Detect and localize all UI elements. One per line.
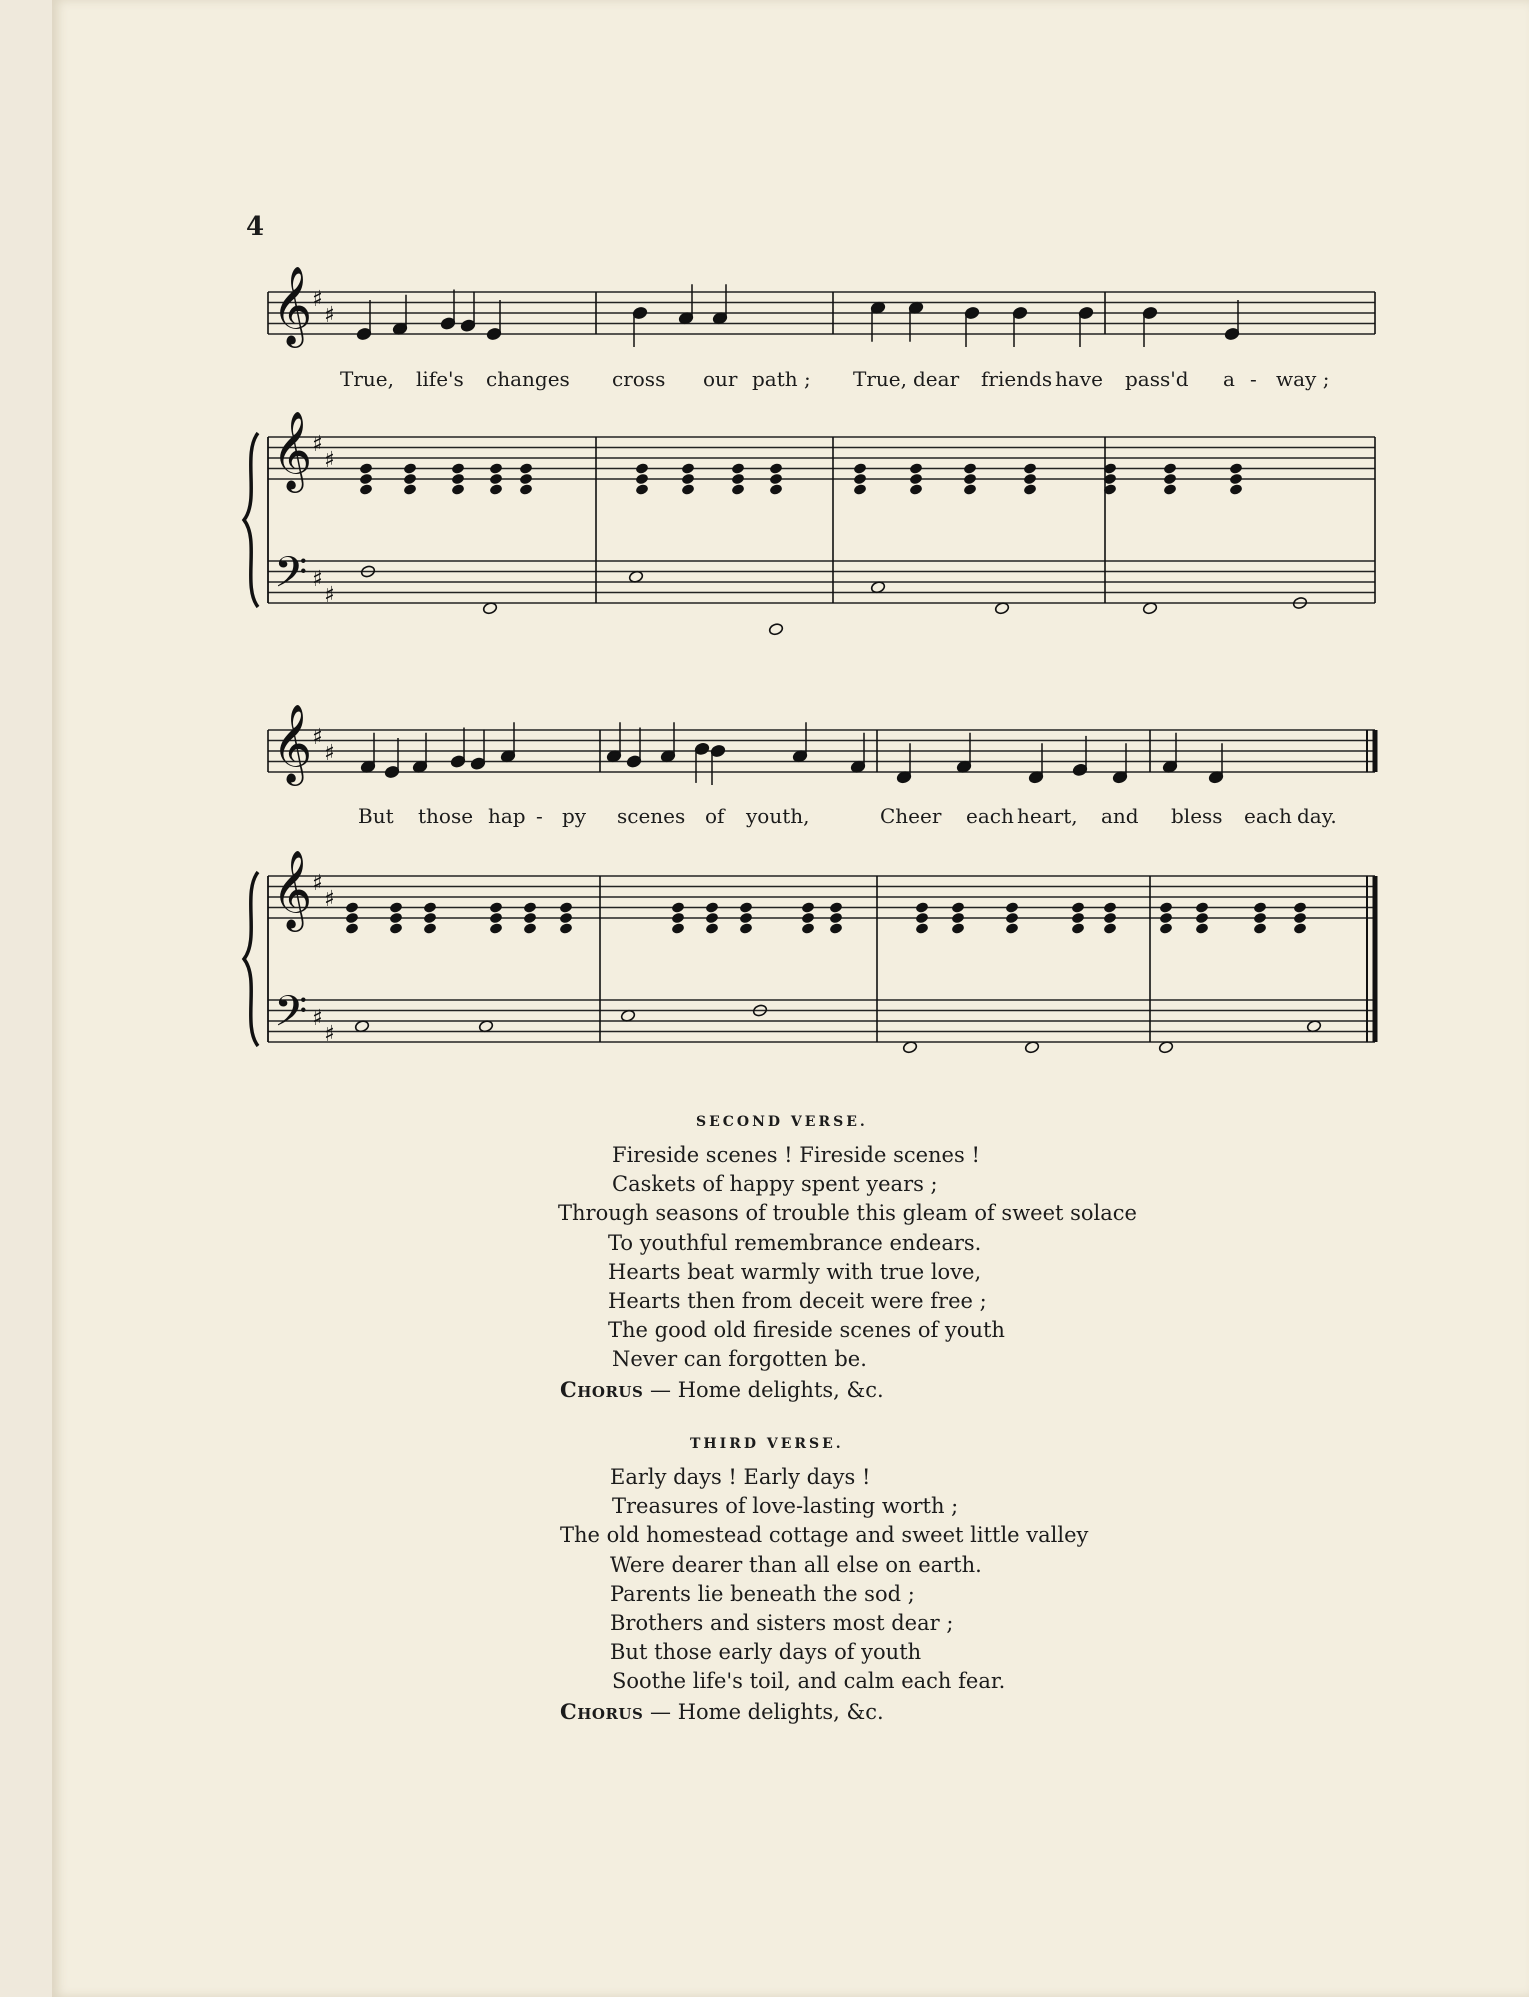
chord-note (915, 912, 929, 925)
chord (1229, 462, 1243, 496)
chord-note (1159, 901, 1173, 914)
chord-note (909, 462, 923, 475)
lyric-word: Cheer (880, 804, 942, 828)
chord (1103, 462, 1117, 496)
chord-note (1163, 483, 1177, 496)
chord-note (489, 901, 503, 914)
chord-note (853, 483, 867, 496)
chord (403, 462, 417, 496)
chord-note (1103, 901, 1117, 914)
chord-note (1293, 922, 1307, 935)
note (712, 284, 727, 325)
lyric-word: friends (981, 367, 1053, 391)
chord (909, 462, 923, 496)
chord-note (519, 462, 533, 475)
lyric-word: dear (913, 367, 960, 391)
chord-note (519, 483, 533, 496)
chord-note (1103, 922, 1117, 935)
chord-note (801, 922, 815, 935)
verse-line: Caskets of happy spent years ; (612, 1172, 938, 1197)
lyric-word: True, (853, 367, 907, 391)
chord (1163, 462, 1177, 496)
chord-note (731, 462, 745, 475)
note (392, 295, 407, 336)
chord-note (951, 901, 965, 914)
note (440, 290, 455, 331)
note (694, 742, 709, 783)
chord (635, 462, 649, 496)
note (1208, 743, 1223, 784)
verse-line: Never can forgotten be. (612, 1347, 867, 1372)
chord (1103, 901, 1117, 935)
chord-note (389, 912, 403, 925)
chord (681, 462, 695, 496)
lyric-word: heart, (1017, 804, 1078, 828)
note (356, 300, 371, 341)
chord (1159, 901, 1173, 935)
note (1224, 300, 1239, 341)
sharp-sign: ♯ (324, 1022, 335, 1047)
chord-note (451, 483, 465, 496)
sharp-sign: ♯ (312, 567, 323, 592)
lyric-word: each (966, 804, 1014, 828)
verse-line: Early days ! Early days ! (610, 1465, 871, 1489)
verse-heading: THIRD VERSE. (690, 1436, 844, 1452)
chorus-line (560, 1377, 884, 1402)
chord (853, 462, 867, 496)
note (486, 300, 501, 341)
chord-note (829, 912, 843, 925)
note (384, 738, 399, 779)
chord (559, 901, 573, 935)
lyric-word: changes (486, 367, 570, 391)
lyric-word: a (1223, 367, 1235, 391)
note (1012, 306, 1027, 347)
verse-line: Soothe life's toil, and calm each fear. (612, 1669, 1006, 1694)
chord-note (359, 483, 373, 496)
chord (519, 462, 533, 496)
chord-note (963, 483, 977, 496)
chord-note (1229, 462, 1243, 475)
chord-note (345, 922, 359, 935)
chord (1195, 901, 1209, 935)
verse-line: Brothers and sisters most dear ; (610, 1611, 954, 1635)
chord (345, 901, 359, 935)
chord-note (423, 922, 437, 935)
chord-note (739, 922, 753, 935)
piano-treble-staff (268, 437, 1375, 479)
chord-note (423, 912, 437, 925)
chord-note (739, 901, 753, 914)
verse-line: Were dearer than all else on earth. (610, 1552, 982, 1577)
piano-treble-staff (268, 876, 1375, 918)
verse-line: Parents lie beneath the sod ; (610, 1581, 915, 1606)
voice-staff (268, 292, 1375, 334)
chord (951, 901, 965, 935)
chorus-text: — Home delights, &c. (643, 1377, 884, 1402)
chord-note (1293, 901, 1307, 914)
note (896, 743, 911, 784)
lyric-word: cross (612, 367, 666, 391)
verse-line: Hearts beat warmly with true love, (608, 1259, 982, 1284)
lyric-word: youth, (746, 804, 810, 828)
chord-note (635, 462, 649, 475)
chord-note (559, 901, 573, 914)
note (1028, 743, 1043, 784)
chord-note (1071, 901, 1085, 914)
verse-line: Fireside scenes ! Fireside scenes ! (612, 1143, 980, 1167)
chord-note (1159, 912, 1173, 925)
chord-note (1005, 912, 1019, 925)
lyric-word: scenes (617, 804, 686, 828)
chord (489, 462, 503, 496)
verse-line: The old homestead cottage and sweet little valley (560, 1523, 1089, 1548)
note (626, 728, 641, 769)
chord-note (635, 483, 649, 496)
note (1142, 306, 1157, 347)
chord-note (1253, 912, 1267, 925)
chord-note (951, 912, 965, 925)
lyric-word: True, (340, 367, 394, 391)
chord-note (1103, 912, 1117, 925)
lyric-word: - (536, 804, 543, 828)
chord-note (681, 483, 695, 496)
chord-note (1163, 462, 1177, 475)
chord (423, 901, 437, 935)
note (1112, 743, 1127, 784)
lyric-word: of (705, 804, 725, 828)
lyric-word: But (358, 804, 394, 828)
verse-line: To youthful remembrance endears. (608, 1230, 982, 1255)
chord-note (423, 901, 437, 914)
page-number: 4 (246, 212, 265, 242)
lyric-word: life's (416, 367, 464, 391)
note (850, 733, 865, 774)
piano-bass-staff (268, 1000, 1375, 1042)
chord-note (489, 922, 503, 935)
chord-note (403, 462, 417, 475)
sharp-sign: ♯ (324, 448, 335, 473)
note (360, 733, 375, 774)
chord-note (681, 462, 695, 475)
chord-note (1253, 901, 1267, 914)
verse-line: Treasures of love-lasting worth ; (612, 1494, 959, 1519)
note (964, 306, 979, 347)
chord-note (489, 473, 503, 486)
chord-note (451, 473, 465, 486)
chord (731, 462, 745, 496)
treble-clef: 𝄞 (272, 266, 313, 345)
note (678, 284, 693, 325)
lyric-word: each (1244, 804, 1292, 828)
chorus-line (560, 1699, 884, 1724)
note (460, 292, 475, 333)
chord-note (1023, 462, 1037, 475)
lyric-word: bless (1171, 804, 1223, 828)
bass-clef: 𝄢 (274, 548, 308, 608)
chord (963, 462, 977, 496)
note (412, 733, 427, 774)
chord-note (671, 922, 685, 935)
chord-note (705, 922, 719, 935)
note (768, 623, 783, 636)
chord-note (1229, 473, 1243, 486)
sharp-sign: ♯ (312, 1006, 323, 1031)
chorus-label: Chorus (560, 1698, 644, 1724)
chord-note (1253, 922, 1267, 935)
chord (705, 901, 719, 935)
chord (451, 462, 465, 496)
chord-note (769, 462, 783, 475)
sharp-sign: ♯ (312, 287, 323, 312)
chord-note (1195, 922, 1209, 935)
chord-note (635, 473, 649, 486)
chord-note (1005, 901, 1019, 914)
chord-note (671, 912, 685, 925)
note (450, 728, 465, 769)
chord (801, 901, 815, 935)
chord-note (389, 922, 403, 935)
note (792, 722, 807, 763)
chord-note (1293, 912, 1307, 925)
chord-note (705, 912, 719, 925)
chord-note (559, 922, 573, 935)
verse-line: But those early days of youth (610, 1640, 922, 1665)
chord-note (951, 922, 965, 935)
chord-note (829, 901, 843, 914)
chorus-label: Chorus (560, 1376, 644, 1402)
chord-note (731, 473, 745, 486)
chord-note (359, 473, 373, 486)
lyric-word: pass'd (1125, 367, 1189, 391)
sharp-sign: ♯ (324, 303, 335, 328)
brace (244, 872, 258, 1046)
note-head (768, 623, 783, 636)
chord-note (963, 462, 977, 475)
treble-clef: 𝄞 (272, 411, 313, 490)
lyric-word: - (1250, 367, 1257, 391)
lyric-word: hap (488, 804, 526, 828)
chord-note (769, 483, 783, 496)
note (632, 306, 647, 347)
note (470, 730, 485, 771)
chord (389, 901, 403, 935)
chord (1005, 901, 1019, 935)
chord (359, 462, 373, 496)
verse-line: Through seasons of trouble this gleam of sweet solace (558, 1201, 1137, 1226)
chord-note (523, 912, 537, 925)
chord-note (1005, 922, 1019, 935)
note (500, 722, 515, 763)
chord-note (909, 483, 923, 496)
sharp-sign: ♯ (312, 871, 323, 896)
chord-note (705, 901, 719, 914)
chord (1253, 901, 1267, 935)
chord (671, 901, 685, 935)
chord-note (559, 912, 573, 925)
note (1072, 736, 1087, 777)
chord-note (1159, 922, 1173, 935)
verse-line: Hearts then from deceit were free ; (608, 1289, 987, 1313)
note (870, 301, 885, 342)
chord-note (403, 473, 417, 486)
chord-note (1195, 912, 1209, 925)
chord-note (1229, 483, 1243, 496)
chord-note (769, 473, 783, 486)
chord (489, 901, 503, 935)
chord (1293, 901, 1307, 935)
chord-note (403, 483, 417, 496)
chord-note (523, 901, 537, 914)
chord (1023, 462, 1037, 496)
lyric-word: and (1101, 804, 1139, 828)
chord-note (1023, 483, 1037, 496)
chord-note (681, 473, 695, 486)
chord-note (523, 922, 537, 935)
chord-note (671, 901, 685, 914)
voice-staff (268, 730, 1375, 772)
chord-note (801, 912, 815, 925)
sharp-sign: ♯ (312, 725, 323, 750)
chord-note (345, 912, 359, 925)
chord-note (739, 912, 753, 925)
sharp-sign: ♯ (324, 583, 335, 608)
chord-note (731, 483, 745, 496)
note (606, 722, 621, 763)
lyric-word: py (562, 804, 587, 828)
chord (829, 901, 843, 935)
chord (523, 901, 537, 935)
verse-heading: SECOND VERSE. (696, 1114, 868, 1130)
chord-note (1071, 922, 1085, 935)
chord (1071, 901, 1085, 935)
note (1078, 306, 1093, 347)
chord (739, 901, 753, 935)
chord-note (519, 473, 533, 486)
chord-note (909, 473, 923, 486)
lyric-word: our (703, 367, 738, 391)
chord-note (489, 483, 503, 496)
sharp-sign: ♯ (312, 432, 323, 457)
lyric-word: those (418, 804, 474, 828)
note (710, 744, 725, 785)
note (660, 722, 675, 763)
note (908, 301, 923, 342)
verse-line: The good old fireside scenes of youth (608, 1318, 1005, 1343)
piano-bass-staff (268, 561, 1375, 603)
lyric-word: way ; (1276, 367, 1330, 391)
chord-note (1163, 473, 1177, 486)
lyric-word: path ; (752, 367, 811, 391)
sharp-sign: ♯ (324, 887, 335, 912)
chord-note (963, 473, 977, 486)
chord-note (853, 473, 867, 486)
lyric-word: day. (1297, 804, 1337, 828)
lyric-word: have (1055, 367, 1103, 391)
chord-note (915, 922, 929, 935)
chord-note (829, 922, 843, 935)
chord-note (1071, 912, 1085, 925)
chord-note (915, 901, 929, 914)
bass-clef: 𝄢 (274, 987, 308, 1047)
chord-note (359, 462, 373, 475)
chord (769, 462, 783, 496)
note (956, 733, 971, 774)
chord-note (345, 901, 359, 914)
chord-note (1023, 473, 1037, 486)
chorus-text: — Home delights, &c. (643, 1699, 884, 1724)
chord-note (489, 462, 503, 475)
sharp-sign: ♯ (324, 741, 335, 766)
note (1162, 733, 1177, 774)
brace (244, 433, 258, 607)
chord-note (853, 462, 867, 475)
chord (915, 901, 929, 935)
treble-clef: 𝄞 (272, 850, 313, 929)
chord-note (1195, 901, 1209, 914)
chord-note (451, 462, 465, 475)
chord-note (489, 912, 503, 925)
chord-note (801, 901, 815, 914)
treble-clef: 𝄞 (272, 704, 313, 783)
chord-note (389, 901, 403, 914)
